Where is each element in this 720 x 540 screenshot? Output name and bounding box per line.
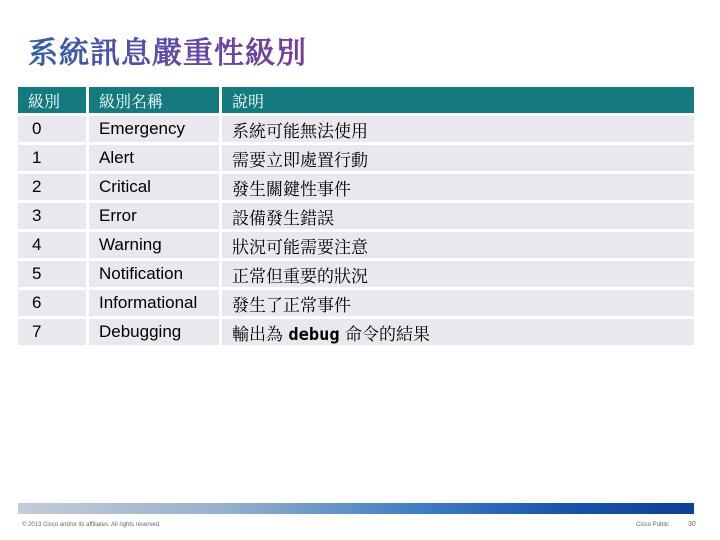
footer-gradient-bar bbox=[18, 503, 694, 514]
level-cell: 4 bbox=[18, 232, 89, 258]
level-cell: 3 bbox=[18, 203, 89, 229]
description-text: 狀況可能需要注意 bbox=[232, 237, 368, 258]
level-name-cell: Alert bbox=[89, 145, 222, 171]
description-text-suffix: 命令的結果 bbox=[339, 324, 430, 345]
level-name-cell: Debugging bbox=[89, 319, 222, 345]
column-header-level-name: 級別名稱 bbox=[89, 87, 222, 113]
table-row bbox=[18, 145, 694, 171]
level-name-cell: Emergency bbox=[89, 116, 222, 142]
description-cell bbox=[222, 203, 694, 229]
level-name-cell: Critical bbox=[89, 174, 222, 200]
table-row bbox=[18, 116, 694, 142]
description-cell bbox=[222, 261, 694, 287]
description-cell bbox=[222, 174, 694, 200]
description-text: 設備發生錯誤 bbox=[232, 208, 334, 229]
slide-title: 系統訊息嚴重性級別 bbox=[28, 28, 307, 72]
description-text: 正常但重要的狀況 bbox=[232, 266, 368, 287]
table-row bbox=[18, 319, 694, 345]
severity-levels-table bbox=[18, 84, 694, 348]
column-header-description: 說明 bbox=[222, 87, 694, 113]
description-cell bbox=[222, 145, 694, 171]
level-cell: 1 bbox=[18, 145, 89, 171]
table-row bbox=[18, 174, 694, 200]
table-row bbox=[18, 290, 694, 316]
column-header-level: 級別 bbox=[18, 87, 89, 113]
description-text: 需要立即處置行動 bbox=[232, 150, 368, 171]
description-cell bbox=[222, 116, 694, 142]
description-text: 發生關鍵性事件 bbox=[232, 179, 351, 200]
description-text: 發生了正常事件 bbox=[232, 295, 351, 316]
table-row bbox=[18, 232, 694, 258]
description-cell bbox=[222, 319, 694, 345]
table-header-row bbox=[18, 87, 694, 113]
footer-copyright: © 2013 Cisco and/or its affiliates. All rights reserved. bbox=[22, 522, 161, 528]
description-cell bbox=[222, 232, 694, 258]
level-cell: 7 bbox=[18, 319, 89, 345]
level-name-cell: Informational bbox=[89, 290, 222, 316]
page-number: 30 bbox=[688, 521, 696, 528]
level-name-cell: Error bbox=[89, 203, 222, 229]
footer-classification: Cisco Public bbox=[636, 522, 670, 528]
level-name-cell: Warning bbox=[89, 232, 222, 258]
level-cell: 5 bbox=[18, 261, 89, 287]
debug-command-code: debug bbox=[288, 324, 340, 345]
table-row bbox=[18, 261, 694, 287]
description-text: 輸出為 bbox=[232, 324, 289, 345]
level-cell: 0 bbox=[18, 116, 89, 142]
description-cell bbox=[222, 290, 694, 316]
level-name-cell: Notification bbox=[89, 261, 222, 287]
level-cell: 2 bbox=[18, 174, 89, 200]
description-text: 系統可能無法使用 bbox=[232, 121, 368, 142]
level-cell: 6 bbox=[18, 290, 89, 316]
table-row bbox=[18, 203, 694, 229]
